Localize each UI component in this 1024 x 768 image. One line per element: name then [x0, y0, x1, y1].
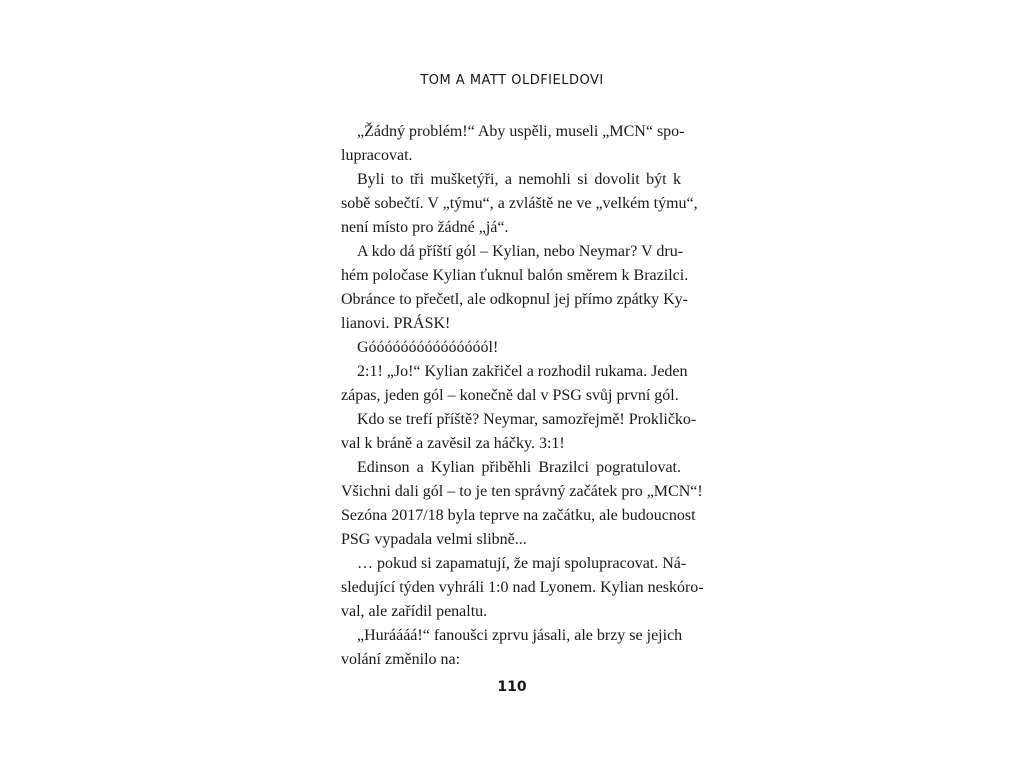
running-head: TOM A MATT OLDFIELDOVI [420, 73, 604, 88]
page-number: 110 [497, 679, 527, 695]
text-line: Kdo se trefí příště? Neymar, samozřejmě! Prokličko- [357, 411, 697, 428]
text-line: PSG vypadala velmi slibně... [341, 531, 527, 548]
text-line: lianovi. PRÁSK! [341, 315, 451, 332]
text-line: lupracovat. [341, 147, 413, 164]
text-line: zápas, jeden gól – konečně dal v PSG svůj první gól. [341, 387, 679, 404]
text-line: val k bráně a zavěsil za háčky. 3:1! [341, 435, 565, 452]
text-line: „Žádný problém!“ Aby uspěli, museli „MCN“ spo- [357, 123, 685, 140]
text-line: val, ale zařídil penaltu. [341, 603, 488, 620]
text-line: Byli to tři mušketýři, a nemohli si dovolit být k [357, 171, 681, 188]
text-line: … pokud si zapamatují, že mají spolupracovat. Ná- [357, 555, 687, 572]
text-line: Obránce to přečetl, ale odkopnul jej přímo zpátky Ky- [341, 291, 688, 308]
text-line: sledující týden vyhráli 1:0 nad Lyonem. Kylian neskóro- [341, 579, 704, 596]
text-line: volání změnilo na: [341, 651, 461, 668]
body-text [341, 120, 704, 672]
text-line: není místo pro žádné „já“. [341, 219, 509, 236]
text-line: 2:1! „Jo!“ Kylian zakřičel a rozhodil rukama. Jeden [357, 363, 688, 380]
text-line: hém poločase Kylian ťuknul balón směrem k Brazilci. [341, 267, 689, 284]
text-line: „Huráááá!“ fanoušci zprvu jásali, ale brzy se jejich [357, 627, 683, 644]
text-line: Všichni dali gól – to je ten správný začátek pro „MCN“! [341, 483, 703, 500]
text-line: Edinson a Kylian přiběhli Brazilci pogratulovat. [357, 459, 681, 476]
text-line: Sezóna 2017/18 byla teprve na začátku, ale budoucnost [341, 507, 696, 524]
text-line: A kdo dá příští gól – Kylian, nebo Neymar? V dru- [357, 243, 684, 260]
text-line: Góóóóóóóóóóóóóóól! [357, 339, 499, 356]
text-line: sobě sobečtí. V „týmu“, a zvláště ne ve „velkém týmu“, [341, 195, 698, 212]
